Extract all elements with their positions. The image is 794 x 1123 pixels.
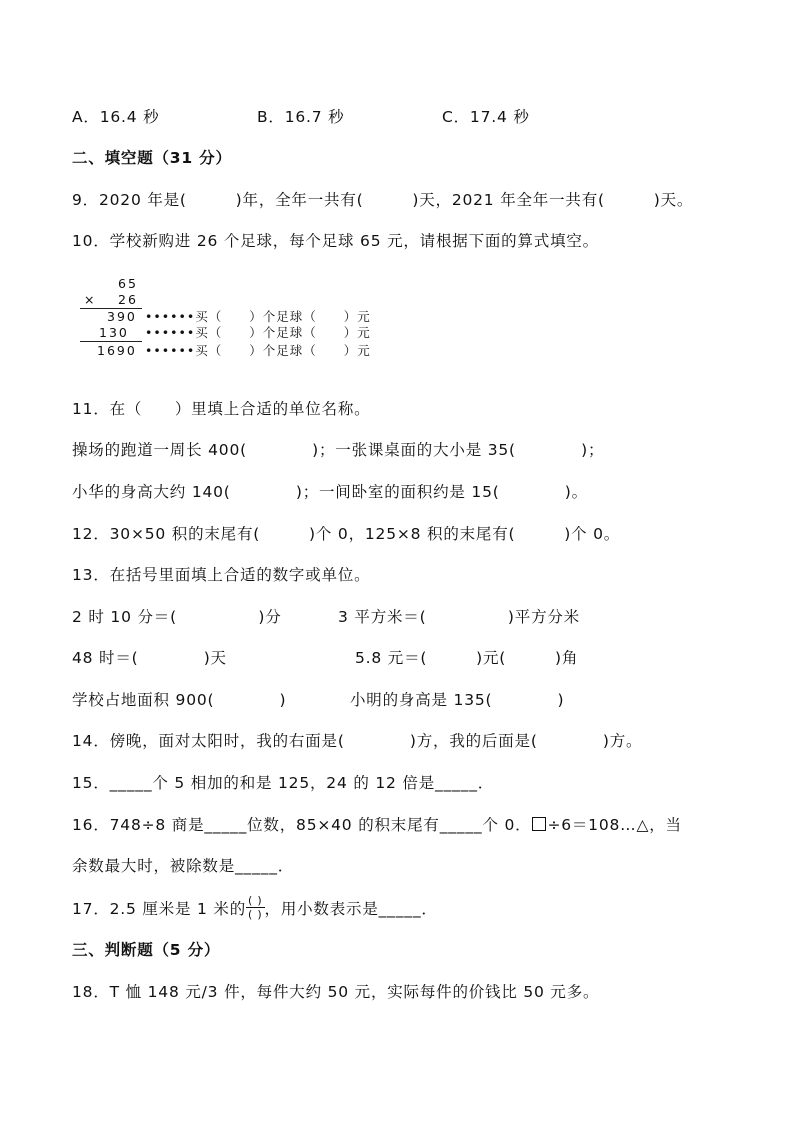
- fraction-numerator: ( ): [248, 894, 263, 907]
- question-13-money: 5.8 元＝( )元( )角: [355, 649, 579, 667]
- section-fill-in-title: 二、填空题（31 分）: [72, 149, 232, 167]
- question-17: [72, 894, 438, 922]
- section-judgement-title: 三、判断题（5 分）: [72, 941, 221, 959]
- multiplier: 26: [118, 292, 138, 307]
- question-11-line-1: 操场的跑道一周长 400( )；一张课桌面的大小是 35( )；: [72, 441, 605, 459]
- calc-rule-2: [80, 341, 142, 342]
- option-c: C．17.4 秒: [442, 108, 530, 126]
- question-15: 15．_____个 5 相加的和是 125，24 的 12 倍是_____．: [72, 774, 495, 792]
- question-13-hours: 48 时＝( )天: [72, 649, 227, 667]
- question-13-area: 3 平方米＝( )平方分米: [338, 608, 580, 626]
- final-product-text: ••••••买（ ）个足球（ ）元: [145, 343, 371, 358]
- question-10: 10．学校新购进 26 个足球，每个足球 65 元，请根据下面的算式填空。: [72, 232, 599, 250]
- question-13-time: 2 时 10 分＝( )分: [72, 608, 282, 626]
- option-a: A．16.4 秒: [72, 108, 160, 126]
- question-12: 12．30×50 积的末尾有( )个 0，125×8 积的末尾有( )个 0。: [72, 525, 621, 543]
- question-18: 18．T 恤 148 元/3 件，每件大约 50 元，实际每件的价钱比 50 元多。: [72, 983, 600, 1001]
- question-16: [72, 814, 682, 836]
- fraction-denominator: ( ): [248, 908, 263, 921]
- question-17-part-1: 17．2.5 厘米是 1 米的: [72, 900, 247, 918]
- question-16-part-1: 16．748÷8 商是_____位数，85×40 的积末尾有_____个 0．: [72, 816, 532, 834]
- fraction-blank: [246, 895, 264, 920]
- partial-product-1-text: ••••••买（ ）个足球（ ）元: [145, 309, 371, 324]
- partial-product-2-text: ••••••买（ ）个足球（ ）元: [145, 325, 371, 340]
- question-9: 9．2020 年是( )年，全年一共有( )天，2021 年全年一共有( )天。: [72, 191, 694, 209]
- question-14: 14．傍晚，面对太阳时，我的右面是( )方，我的后面是( )方。: [72, 732, 643, 750]
- multiplicand: 65: [118, 276, 138, 291]
- final-product: 1690: [97, 343, 137, 358]
- times-sign: ×: [84, 292, 97, 307]
- partial-product-2: 130: [99, 325, 129, 340]
- question-13: 13．在括号里面填上合适的数字或单位。: [72, 566, 371, 584]
- question-13-school-area: 学校占地面积 900( ): [72, 691, 287, 709]
- question-17-part-2: ，用小数表示是_____．: [264, 900, 438, 918]
- partial-product-1: 390: [107, 309, 137, 324]
- question-11-line-2: 小华的身高大约 140( )；一间卧室的面积约是 15( )。: [72, 483, 588, 501]
- question-13-height: 小明的身高是 135( ): [350, 691, 565, 709]
- question-16-part-2: ÷6＝108…△，当: [547, 816, 682, 834]
- option-b: B．16.7 秒: [257, 108, 345, 126]
- square-blank-icon: [532, 817, 546, 831]
- question-11: 11．在（ ）里填上合适的单位名称。: [72, 400, 371, 418]
- question-16-line-2: 余数最大时，被除数是_____．: [72, 857, 295, 875]
